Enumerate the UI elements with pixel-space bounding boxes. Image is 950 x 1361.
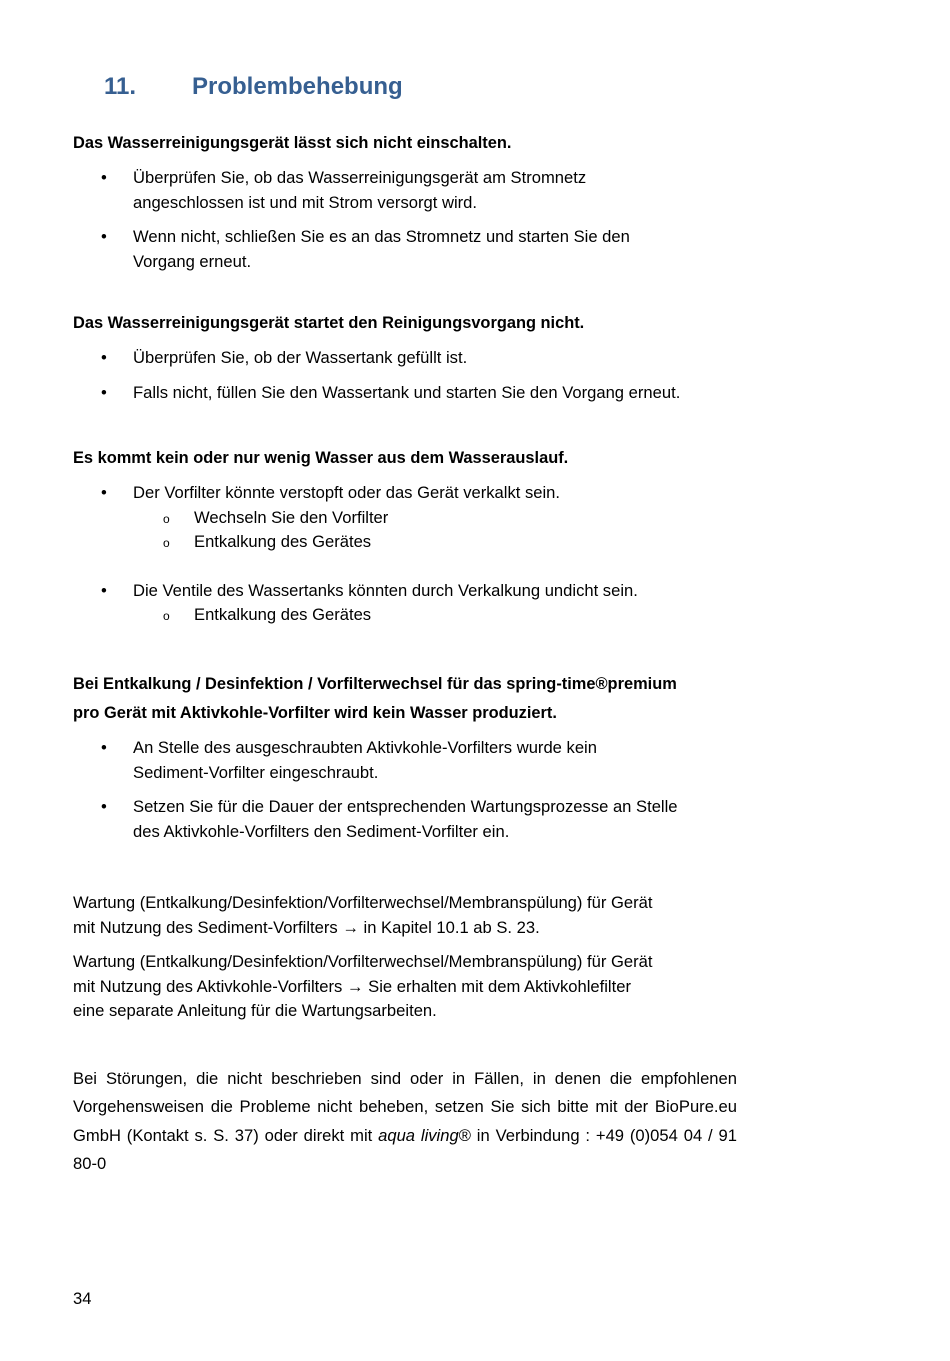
section-heading <box>104 73 403 101</box>
list-item: • Überprüfen Sie, ob das Wasserreinigungsgerät am Stromnetz angeschlossen ist und mit Strom versorgt wird. <box>101 168 587 212</box>
maintenance-notes <box>73 891 737 1024</box>
problem-question: Das Wasserreinigungsgerät startet den Reinigungsvorgang nicht. <box>73 314 585 332</box>
bullet-list <box>73 736 737 844</box>
list-item: • Die Ventile des Wassertanks könnten durch Verkalkung undicht sein. <box>73 579 737 604</box>
bullet-icon: • <box>101 348 107 367</box>
bullet-icon: • <box>101 483 107 502</box>
bullet-list <box>73 166 737 274</box>
bullet-icon: • <box>101 580 107 600</box>
problem-section-4 <box>73 670 737 844</box>
bullet-icon: • <box>101 738 107 757</box>
maintenance-note-activated-carbon: Wartung (Entkalkung/Desinfektion/Vorfilterwechsel/Membranspülung) für Gerät mit Nutzung des Aktivkohle-Vorfilters → Sie erhalten mit dem Aktivkohlefilter eine separate Anleitung für die Wartungsarbeiten. <box>73 952 653 1020</box>
bullet-icon: • <box>101 382 107 402</box>
section-number: 11. <box>104 73 137 100</box>
maintenance-note-sediment: Wartung (Entkalkung/Desinfektion/Vorfilterwechsel/Membranspülung) für Gerät mit Nutzung des Sediment-Vorfilters → in Kapitel 10.1 ab S. 23. <box>73 893 653 937</box>
problem-section-1 <box>73 129 737 274</box>
problem-question: Das Wasserreinigungsgerät lässt sich nicht einschalten. <box>73 134 512 152</box>
sub-list-item: o Entkalkung des Gerätes <box>73 603 737 628</box>
arrow-right-icon: → <box>346 976 364 996</box>
problem-section-3 <box>73 444 737 628</box>
bullet-icon: • <box>101 227 107 246</box>
list-item: • Der Vorfilter könnte verstopft oder das Gerät verkalkt sein. <box>73 481 737 506</box>
sub-list-item: o Wechseln Sie den Vorfilter <box>73 506 737 531</box>
page-number: 34 <box>73 1289 92 1308</box>
circle-bullet-icon: o <box>163 609 170 623</box>
list-item: • Wenn nicht, schließen Sie es an das Stromnetz und starten Sie den Vorgang erneut. <box>101 227 630 271</box>
circle-bullet-icon: o <box>163 536 170 550</box>
problem-question: Es kommt kein oder nur wenig Wasser aus dem Wasserauslauf. <box>73 449 569 467</box>
contact-paragraph <box>73 1065 737 1178</box>
section-title: Problembehebung <box>192 73 403 100</box>
circle-bullet-icon: o <box>163 511 170 526</box>
brand-name: aqua living <box>378 1125 459 1145</box>
arrow-right-icon: → <box>342 917 359 937</box>
bullet-list <box>73 346 737 405</box>
list-item: • An Stelle des ausgeschraubten Aktivkohle-Vorfilters wurde kein Sediment-Vorfilter eingeschraubt. <box>101 738 597 782</box>
problem-section-2 <box>73 309 737 405</box>
list-item: • Setzen Sie für die Dauer der entsprechenden Wartungsprozesse an Stelle des Aktivkohle-Vorfilters den Sediment-Vorfilter ein. <box>101 797 678 841</box>
document-page <box>73 0 737 1361</box>
contact-text: Bei Störungen, die nicht beschrieben sind oder in Fällen, in denen die empfohlenen Vorgehensweisen die Probleme nicht beheben, setzen Sie sich bitte mit der BioPure.eu GmbH (Kontakt s. S. 37) oder direkt mit aqua living® in Verbindung : +49 (0)054 04 / 91 80-0 <box>73 1069 738 1173</box>
bullet-icon: • <box>101 797 107 816</box>
list-item: • Falls nicht, füllen Sie den Wassertank und starten Sie den Vorgang erneut. <box>73 381 737 406</box>
sub-list-item: o Entkalkung des Gerätes <box>73 530 737 555</box>
problem-question: Bei Entkalkung / Desinfektion / Vorfilterwechsel für das spring-time®premium pro Gerät mit Aktivkohle-Vorfilter wird kein Wasser produziert. <box>73 675 677 722</box>
bullet-icon: • <box>101 168 107 187</box>
list-item: • Überprüfen Sie, ob der Wassertank gefüllt ist. <box>73 346 737 371</box>
bullet-list <box>73 481 737 628</box>
